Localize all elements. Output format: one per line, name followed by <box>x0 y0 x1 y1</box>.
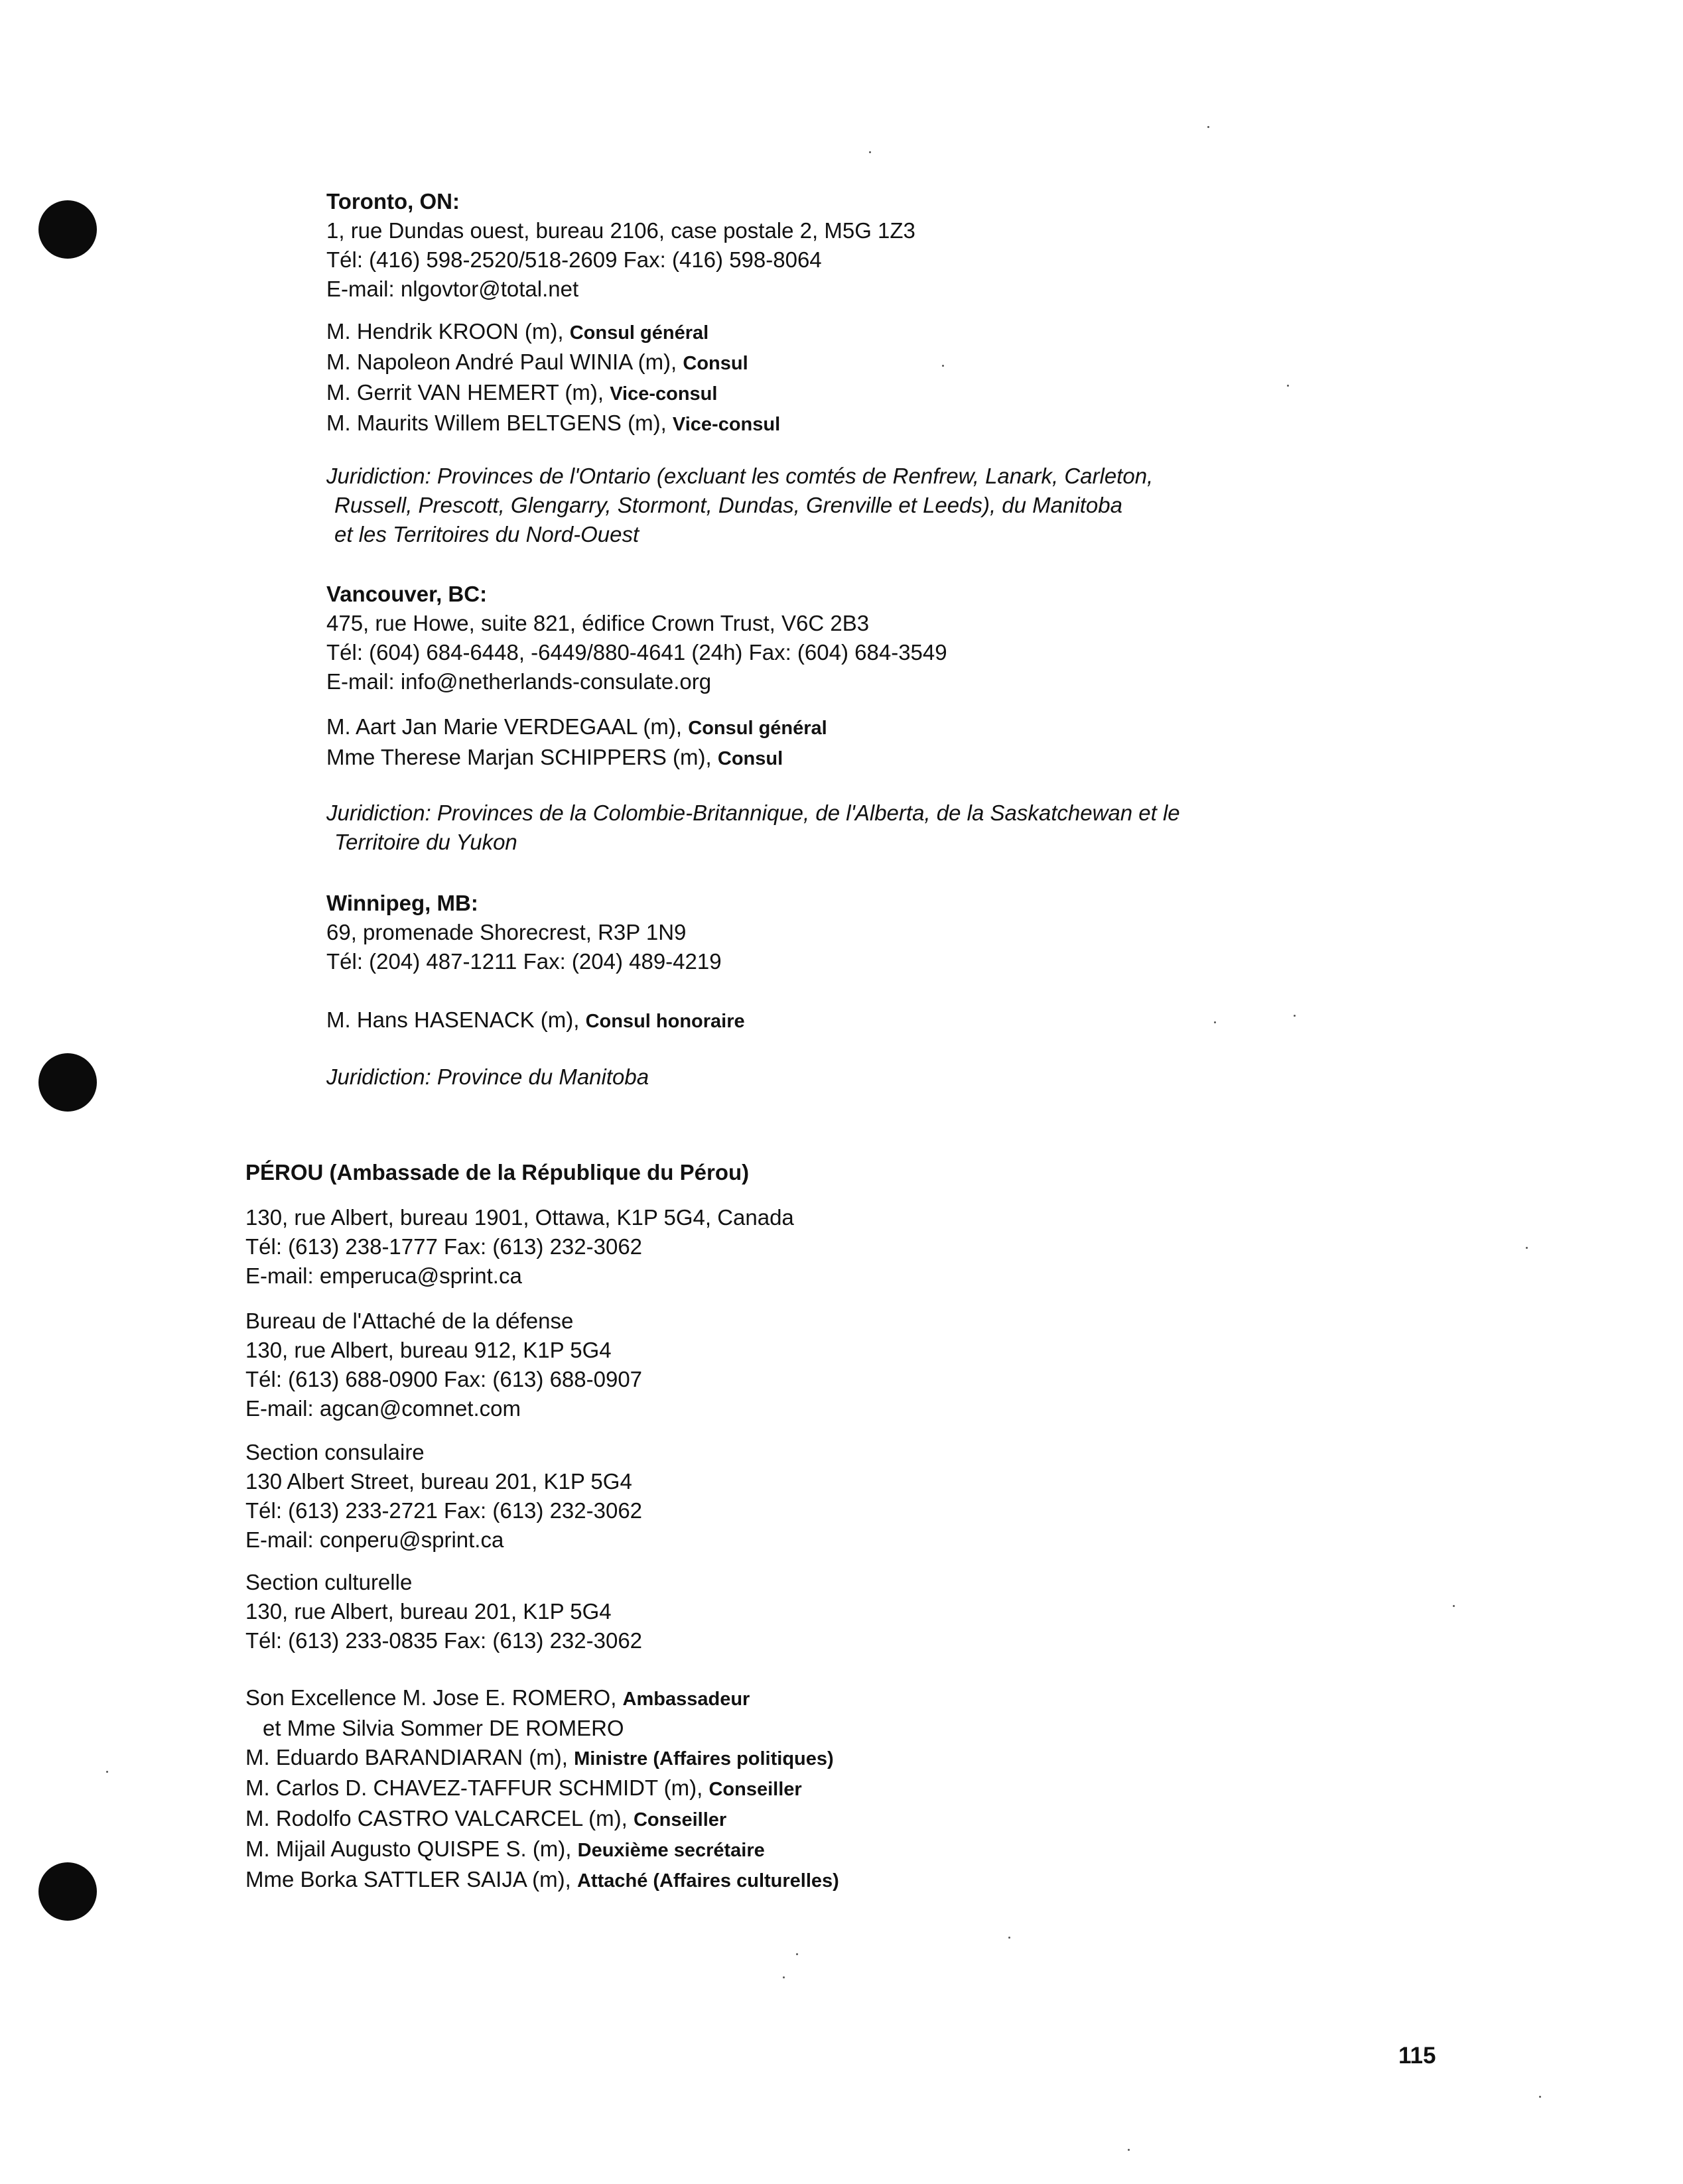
vancouver-phone: Tél: (604) 684-6448, -6449/880-4641 (24h) Fax: (604) 684-3549 <box>326 640 947 665</box>
office-line: Tél: (613) 688-0900 Fax: (613) 688-0907 <box>245 1367 643 1391</box>
toronto-heading: Toronto, ON: <box>326 189 460 214</box>
vancouver-heading: Vancouver, BC: <box>326 582 488 606</box>
staff-title: Ambassadeur <box>622 1689 750 1710</box>
punch-hole <box>38 1053 97 1112</box>
embassy-line: Tél: (613) 238-1777 Fax: (613) 232-3062 <box>245 1234 643 1259</box>
perou-heading: PÉROU (Ambassade de la République du Pérou) <box>245 1160 750 1185</box>
office-line: Tél: (613) 233-0835 Fax: (613) 232-3062 <box>245 1628 643 1653</box>
staff-line <box>326 1005 745 1036</box>
staff-name: Son Excellence M. Jose E. ROMERO, <box>245 1685 617 1710</box>
winnipeg-heading: Winnipeg, MB: <box>326 891 478 915</box>
staff-line <box>326 378 780 409</box>
toronto-address: 1, rue Dundas ouest, bureau 2106, case postale 2, M5G 1Z3 <box>326 218 915 243</box>
scan-speck <box>106 1771 108 1773</box>
vancouver-email: E-mail: info@netherlands-consulate.org <box>326 669 712 694</box>
embassy-line: 130, rue Albert, bureau 1901, Ottawa, K1P 5G4, Canada <box>245 1205 794 1230</box>
staff-title: Consul <box>717 748 783 769</box>
jurisdiction-line: Russell, Prescott, Glengarry, Stormont, Dundas, Grenville et Leeds), du Manitoba <box>334 493 1122 517</box>
staff-name: M. Gerrit VAN HEMERT (m), <box>326 380 604 405</box>
toronto-jurisdiction <box>326 462 1153 549</box>
office-line: 130 Albert Street, bureau 201, K1P 5G4 <box>245 1469 632 1494</box>
perou-consular-section <box>245 1438 642 1555</box>
staff-line <box>326 317 780 348</box>
jurisdiction-line: Juridiction: Provinces de l'Ontario (excluant les comtés de Renfrew, Lanark, Carleton, <box>326 464 1154 488</box>
scan-speck <box>1008 1937 1010 1939</box>
staff-title: Conseiller <box>633 1809 727 1831</box>
office-line: Section consulaire <box>245 1440 425 1464</box>
perou-cultural-section <box>245 1568 642 1655</box>
office-line: E-mail: conperu@sprint.ca <box>245 1527 504 1552</box>
scan-speck <box>783 1976 785 1978</box>
winnipeg-phone: Tél: (204) 487-1211 Fax: (204) 489-4219 <box>326 949 722 974</box>
staff-title: Ministre (Affaires politiques) <box>574 1748 834 1769</box>
staff-title: Vice-consul <box>672 414 781 435</box>
staff-name: M. Napoleon André Paul WINIA (m), <box>326 350 677 374</box>
staff-name: Mme Borka SATTLER SAIJA (m), <box>245 1867 571 1892</box>
staff-name: M. Eduardo BARANDIARAN (m), <box>245 1745 568 1769</box>
scan-speck <box>1214 1021 1216 1023</box>
staff-name: M. Aart Jan Marie VERDEGAAL (m), <box>326 714 683 739</box>
staff-name: M. Hans HASENACK (m), <box>326 1007 580 1032</box>
vancouver-contact <box>326 580 947 696</box>
staff-line <box>326 712 827 743</box>
perou-staff <box>245 1683 839 1895</box>
page-number: 115 <box>1398 2043 1436 2069</box>
toronto-contact <box>326 187 915 304</box>
staff-name: M. Carlos D. CHAVEZ-TAFFUR SCHMIDT (m), <box>245 1775 703 1800</box>
toronto-phone: Tél: (416) 598-2520/518-2609 Fax: (416) 598-8064 <box>326 247 822 272</box>
office-line: Bureau de l'Attaché de la défense <box>245 1309 574 1333</box>
staff-title: Consul général <box>569 322 709 344</box>
staff-title: Attaché (Affaires culturelles) <box>576 1870 839 1892</box>
staff-name: M. Mijail Augusto QUISPE S. (m), <box>245 1836 572 1861</box>
staff-line <box>245 1683 839 1714</box>
toronto-email: E-mail: nlgovtor@total.net <box>326 277 579 301</box>
scan-speck <box>1207 126 1209 128</box>
office-line: Tél: (613) 233-2721 Fax: (613) 232-3062 <box>245 1498 643 1523</box>
jurisdiction-line: et les Territoires du Nord-Ouest <box>334 522 640 546</box>
office-line: 130, rue Albert, bureau 201, K1P 5G4 <box>245 1599 612 1624</box>
toronto-staff <box>326 317 780 439</box>
staff-line <box>245 1834 839 1865</box>
vancouver-staff <box>326 712 827 773</box>
staff-line <box>326 409 780 439</box>
scan-speck <box>1128 2149 1130 2151</box>
office-line: 130, rue Albert, bureau 912, K1P 5G4 <box>245 1338 612 1362</box>
staff-title: Consul <box>683 353 748 374</box>
staff-line <box>326 348 780 378</box>
punch-hole <box>38 200 97 259</box>
staff-line <box>245 1773 839 1804</box>
winnipeg-staff <box>326 1005 745 1036</box>
vancouver-jurisdiction <box>326 799 1180 857</box>
staff-name: et Mme Silvia Sommer DE ROMERO <box>263 1716 624 1740</box>
jurisdiction-line: Juridiction: Province du Manitoba <box>326 1064 649 1089</box>
jurisdiction-line: Juridiction: Provinces de la Colombie-Britannique, de l'Alberta, de la Saskatchewan et le <box>326 801 1180 825</box>
scan-speck <box>1287 385 1289 387</box>
staff-title: Deuxième secrétaire <box>577 1840 765 1861</box>
scan-speck <box>796 1953 798 1955</box>
staff-line <box>245 1865 839 1895</box>
embassy-line: E-mail: emperuca@sprint.ca <box>245 1263 522 1288</box>
winnipeg-contact <box>326 889 722 976</box>
perou-defense-office <box>245 1307 642 1423</box>
scan-speck <box>1453 1605 1455 1607</box>
scan-speck <box>869 151 871 153</box>
perou-embassy <box>245 1203 794 1291</box>
winnipeg-jurisdiction <box>326 1062 649 1092</box>
scan-speck <box>1526 1247 1528 1249</box>
office-line: Section culturelle <box>245 1570 413 1594</box>
office-line: E-mail: agcan@comnet.com <box>245 1396 521 1421</box>
staff-line <box>245 1804 839 1834</box>
staff-name: M. Hendrik KROON (m), <box>326 319 564 344</box>
staff-title: Consul général <box>688 718 827 739</box>
punch-hole <box>38 1862 97 1921</box>
staff-name: M. Rodolfo CASTRO VALCARCEL (m), <box>245 1806 628 1831</box>
winnipeg-address: 69, promenade Shorecrest, R3P 1N9 <box>326 920 687 944</box>
staff-title: Conseiller <box>708 1779 802 1800</box>
staff-line <box>245 1743 839 1773</box>
staff-title: Consul honoraire <box>585 1011 745 1032</box>
scan-speck <box>942 365 944 367</box>
jurisdiction-line: Territoire du Yukon <box>334 830 517 854</box>
staff-name: Mme Therese Marjan SCHIPPERS (m), <box>326 745 712 769</box>
staff-line <box>245 1714 839 1743</box>
scan-speck <box>1539 2096 1541 2098</box>
scan-speck <box>1294 1015 1296 1017</box>
vancouver-address: 475, rue Howe, suite 821, édifice Crown Trust, V6C 2B3 <box>326 611 870 635</box>
staff-line <box>326 743 827 773</box>
staff-title: Vice-consul <box>610 383 718 405</box>
staff-name: M. Maurits Willem BELTGENS (m), <box>326 411 667 435</box>
